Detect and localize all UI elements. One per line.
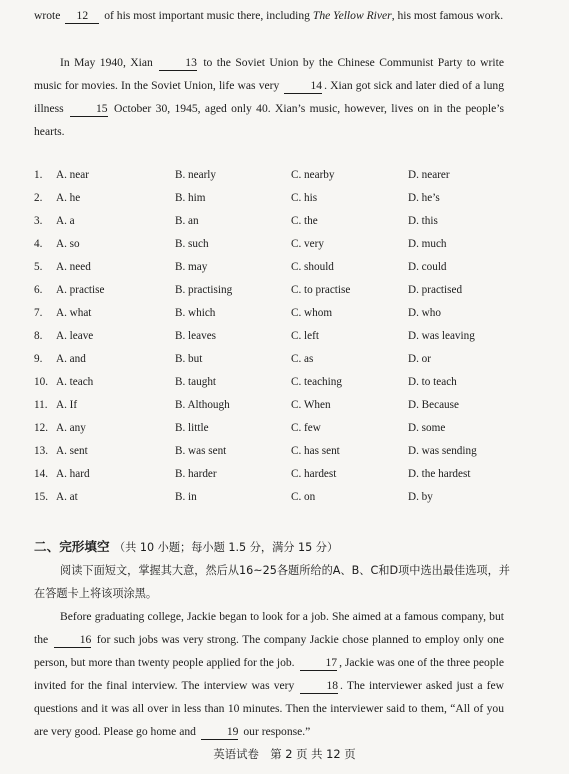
- question-row: [34, 261, 534, 283]
- option-d: D. could: [408, 261, 447, 273]
- option-c: C. the: [291, 215, 318, 227]
- option-b: B. such: [175, 238, 209, 250]
- option-a: A. near: [56, 169, 89, 181]
- question-row: [34, 307, 534, 329]
- question-number: 10.: [34, 376, 48, 388]
- option-b: B. little: [175, 422, 209, 434]
- option-d: D. some: [408, 422, 446, 434]
- question-number: 6.: [34, 284, 43, 296]
- question-row: [34, 376, 534, 398]
- question-number: 4.: [34, 238, 43, 250]
- option-a: A. need: [56, 261, 91, 273]
- question-row: [34, 284, 534, 306]
- question-row: [34, 468, 534, 490]
- option-c: C. left: [291, 330, 319, 342]
- question-row: [34, 422, 534, 444]
- option-a: A. at: [56, 491, 78, 503]
- blank-19: 19: [201, 725, 239, 740]
- question-row: [34, 399, 534, 421]
- option-a: A. so: [56, 238, 80, 250]
- option-d: D. to teach: [408, 376, 457, 388]
- option-c: C. teaching: [291, 376, 342, 388]
- passage-text: . Xian got sick and later died of a lung illness: [34, 79, 504, 115]
- section-title: 二、完形填空: [34, 539, 110, 554]
- passage1-paragraph2: [34, 51, 504, 143]
- option-b: B. was sent: [175, 445, 227, 457]
- question-number: 1.: [34, 169, 43, 181]
- passage-text: In May 1940, Xian: [60, 56, 153, 69]
- option-b: B. may: [175, 261, 208, 273]
- question-number: 11.: [34, 399, 48, 411]
- blank-12: 12: [65, 9, 99, 24]
- option-c: C. very: [291, 238, 324, 250]
- option-a: A. any: [56, 422, 86, 434]
- option-a: A. he: [56, 192, 81, 204]
- section-instruction: 阅读下面短文，掌握其大意，然后从16~25各题所给的A、B、C和D项中选出最佳选项，并在答题卡上将该项涂黑。: [34, 564, 510, 600]
- passage-text: wrote: [34, 9, 61, 22]
- passage-text: October 30, 1945, aged only 40. Xian’s music, however, lives on in the people’s hearts.: [34, 102, 504, 138]
- option-c: C. should: [291, 261, 334, 273]
- question-number: 7.: [34, 307, 43, 319]
- option-d: D. by: [408, 491, 433, 503]
- question-row: [34, 491, 534, 513]
- question-number: 8.: [34, 330, 43, 342]
- passage2-paragraph: [34, 605, 504, 743]
- passage-text: Before graduating college, Jackie began to look for a job. She aimed at a famous company, but the: [34, 610, 504, 646]
- option-d: D. or: [408, 353, 431, 365]
- option-d: D. Because: [408, 399, 459, 411]
- question-row: [34, 169, 534, 191]
- option-c: C. few: [291, 422, 321, 434]
- option-a: A. sent: [56, 445, 88, 457]
- section-heading: [34, 536, 338, 555]
- blank-13: 13: [159, 56, 197, 71]
- option-c: C. as: [291, 353, 314, 365]
- question-number: 12.: [34, 422, 48, 434]
- option-a: A. what: [56, 307, 92, 319]
- question-row: [34, 215, 534, 237]
- passage-text: , his most famous work.: [391, 9, 504, 22]
- option-b: B. harder: [175, 468, 217, 480]
- option-d: D. was leaving: [408, 330, 475, 342]
- option-d: D. much: [408, 238, 447, 250]
- option-c: C. his: [291, 192, 318, 204]
- option-d: D. was sending: [408, 445, 477, 457]
- option-c: C. has sent: [291, 445, 340, 457]
- option-d: D. who: [408, 307, 441, 319]
- option-b: B. in: [175, 491, 197, 503]
- passage-text: to the Soviet Union by the Chinese Communist Party to write music for movies. In the Soviet Union, life was very: [34, 56, 504, 92]
- option-b: B. an: [175, 215, 199, 227]
- option-a: A. hard: [56, 468, 90, 480]
- blank-16: 16: [54, 633, 92, 648]
- option-c: C. When: [291, 399, 331, 411]
- option-a: A. a: [56, 215, 75, 227]
- question-number: 15.: [34, 491, 48, 503]
- passage-text: our response.”: [243, 725, 311, 738]
- blank-18: 18: [300, 679, 338, 694]
- page-footer: 英语试卷 第 2 页 共 12 页: [213, 747, 356, 761]
- section-score-note: （共 10 小题；每小题 1.5 分，满分 15 分）: [113, 541, 339, 554]
- question-number: 5.: [34, 261, 43, 273]
- option-d: D. the hardest: [408, 468, 471, 480]
- option-b: B. Although: [175, 399, 230, 411]
- passage-text: of his most important music there, including: [104, 9, 310, 22]
- question-number: 3.: [34, 215, 43, 227]
- option-c: C. whom: [291, 307, 333, 319]
- option-c: C. nearby: [291, 169, 335, 181]
- option-a: A. practise: [56, 284, 105, 296]
- option-a: A. leave: [56, 330, 94, 342]
- option-a: A. teach: [56, 376, 94, 388]
- option-d: D. this: [408, 215, 438, 227]
- option-d: D. practised: [408, 284, 463, 296]
- option-d: D. he’s: [408, 192, 440, 204]
- question-row: [34, 445, 534, 467]
- option-b: B. but: [175, 353, 203, 365]
- option-d: D. nearer: [408, 169, 450, 181]
- option-a: A. and: [56, 353, 86, 365]
- blank-15: 15: [70, 102, 108, 117]
- question-row: [34, 238, 534, 260]
- passage-text: for such jobs was very strong. The company Jackie chose planned to employ only one person, but more than twenty people applied for the job.: [34, 633, 504, 669]
- option-b: B. taught: [175, 376, 217, 388]
- question-number: 2.: [34, 192, 43, 204]
- blank-14: 14: [284, 79, 322, 94]
- option-b: B. which: [175, 307, 216, 319]
- option-a: A. If: [56, 399, 78, 411]
- passage-text: . The interviewer asked just a few questions and it was all over in less than 10 minutes. Then the interviewer said to them, “All of you are very good. Please go home and: [34, 679, 504, 738]
- question-row: [34, 192, 534, 214]
- question-number: 9.: [34, 353, 43, 365]
- blank-17: 17: [300, 656, 338, 671]
- passage1-paragraph1: [34, 4, 504, 27]
- option-c: C. hardest: [291, 468, 337, 480]
- option-c: C. on: [291, 491, 316, 503]
- song-title: The Yellow River: [312, 9, 392, 22]
- option-b: B. nearly: [175, 169, 217, 181]
- option-b: B. leaves: [175, 330, 217, 342]
- option-b: B. practising: [175, 284, 233, 296]
- option-c: C. to practise: [291, 284, 351, 296]
- question-number: 13.: [34, 445, 48, 457]
- question-number: 14.: [34, 468, 48, 480]
- passage-text: , Jackie was one of the three people invited for the final interview. The interview was very: [34, 656, 504, 692]
- question-row: [34, 353, 534, 375]
- option-b: B. him: [175, 192, 206, 204]
- question-row: [34, 330, 534, 352]
